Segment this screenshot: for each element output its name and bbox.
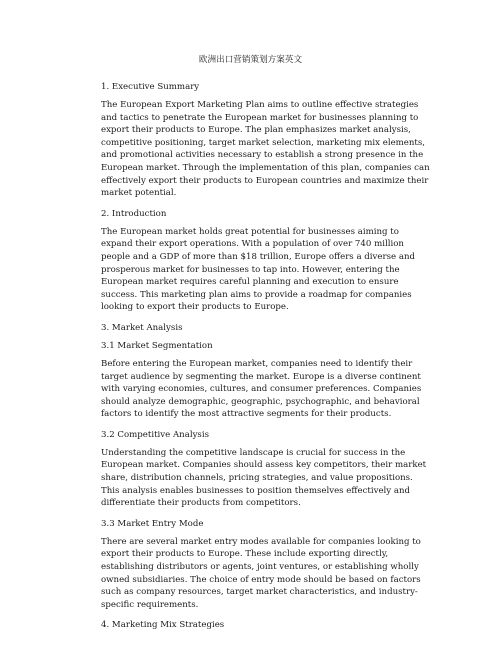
section-heading-executive-summary: 1. Executive Summary (101, 82, 200, 92)
section-body-market-segmentation: Before entering the European market, companies need to identify their target audience by segmenting the market. Europe is a diverse continent with varying economies, cultures, and consumer preferences. Companies should analyze demographic, geographic, psychographic, and behavioral factors to identify the most attractive segments for their products. (101, 358, 422, 420)
section-body-executive-summary: The European Export Marketing Plan aims to outline effective strategies and tactics to penetrate the European market for businesses planning to export their products to Europe. The plan emphasizes market analysis, competitive positioning, target market selection, marketing mix elements, and promotional activities necessary to establish a strong presence in the European market. Through the implementation of this plan, companies can effectively export their products to European countries and maximize their market potential. (101, 100, 430, 199)
section-heading-market-analysis: 3. Market Analysis (101, 322, 183, 333)
section-heading-marketing-mix-strategies: 4. Marketing Mix Strategies (101, 620, 225, 631)
section-body-competitive-analysis: Understanding the competitive landscape is crucial for success in the European market. Companies should assess key competitors, their market share, distribution channels, pricing strategies, and value propositions. This analysis enables businesses to position themselves effectively and differentiate their products from competitors. (101, 447, 427, 509)
section-heading-introduction: 2. Introduction (101, 208, 167, 219)
section-heading-market-segmentation: 3.1 Market Segmentation (101, 340, 213, 351)
section-heading-market-entry-mode: 3.3 Market Entry Mode (101, 518, 204, 529)
section-heading-competitive-analysis: 3.2 Competitive Analysis (101, 429, 209, 440)
section-body-market-entry-mode: There are several market entry modes available for companies looking to export their products to Europe. These include exporting directly, establishing distributors or agents, joint ventures, or establishing wholly owned subsidiaries. The choice of entry mode should be based on factors such as company resources, target market characteristics, and industry-specific requirements. (101, 536, 421, 610)
section-body-introduction: The European market holds great potential for businesses aiming to expand their export operations. With a population of over 740 million people and a GDP of more than $18 trillion, Europe offers a diverse and prosperous market for businesses to tap into. However, entering the European market requires careful planning and execution to ensure success. This marketing plan aims to provide a roadmap for companies looking to export their products to Europe. (101, 226, 415, 313)
document-title: 欧洲出口营销策划方案英文 (198, 55, 303, 65)
